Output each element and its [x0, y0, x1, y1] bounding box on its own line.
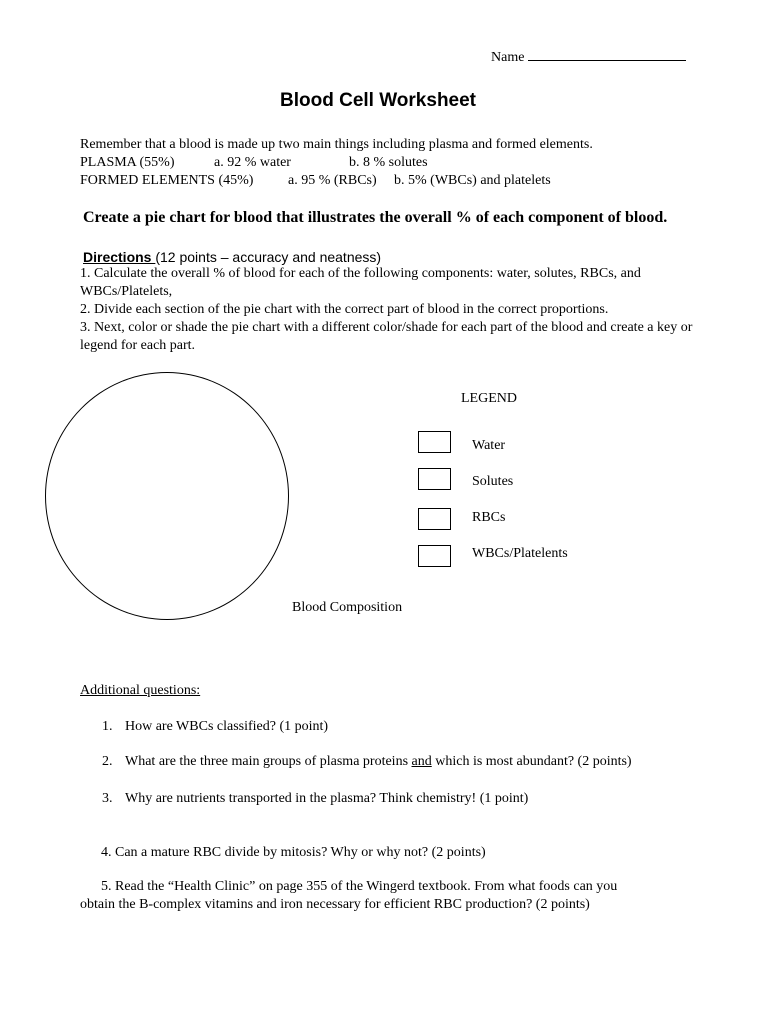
question-1: How are WBCs classified? (1 point) [125, 719, 329, 734]
question-2-and: and [411, 754, 432, 769]
plasma-solutes: b. 8 % solutes [349, 155, 428, 170]
legend-label-wbcs: WBCs/Platelents [472, 546, 568, 561]
question-2-number: 2. [102, 754, 113, 769]
question-2-part-b: which is most abundant? (2 points) [431, 754, 632, 769]
legend-box-solutes[interactable] [418, 468, 451, 490]
questions-heading: Additional questions: [80, 683, 201, 698]
legend-label-rbcs: RBCs [472, 510, 506, 525]
question-2-part-a: What are the three main groups of plasma proteins [125, 754, 412, 769]
question-5-line-1: 5. Read the “Health Clinic” on page 355 of the Wingerd textbook. From what foods can you [101, 879, 618, 894]
question-3-number: 3. [102, 791, 113, 806]
question-2 [125, 753, 632, 771]
pie-caption: Blood Composition [292, 600, 403, 615]
question-4: 4. Can a mature RBC divide by mitosis? Why or why not? (2 points) [101, 845, 486, 860]
plasma-water: a. 92 % water [214, 155, 291, 170]
question-1-number: 1. [102, 719, 113, 734]
name-field[interactable] [491, 47, 686, 67]
directions-heading [83, 248, 381, 266]
intro-line: Remember that a blood is made up two main things including plasma and formed elements. [80, 137, 593, 152]
plasma-label: PLASMA (55%) [80, 155, 175, 170]
formed-rbcs: a. 95 % (RBCs) [288, 173, 377, 188]
task-bold: overall [404, 209, 452, 226]
task-part2: % of each component of blood. [451, 209, 668, 226]
legend-title: LEGEND [461, 391, 517, 406]
directions-label: Directions [83, 249, 156, 265]
legend-box-rbcs[interactable] [418, 508, 451, 530]
pie-chart-blank-circle[interactable] [45, 372, 289, 620]
formed-wbcs: b. 5% (WBCs) and platelets [394, 173, 551, 188]
legend-label-water: Water [472, 438, 506, 453]
directions-points: (12 points – accuracy and neatness) [155, 249, 382, 265]
name-label: Name [491, 50, 525, 65]
task-part1: Create a pie chart for blood that illustrates the [83, 209, 405, 226]
page-title: Blood Cell Worksheet [280, 90, 477, 111]
name-blank[interactable] [528, 47, 686, 61]
legend-box-wbcs[interactable] [418, 545, 451, 567]
legend-box-water[interactable] [418, 431, 451, 453]
direction-step-2: 2. Divide each section of the pie chart with the correct part of blood in the correct proportions. [80, 302, 609, 317]
question-5-line-2: obtain the B-complex vitamins and iron necessary for efficient RBC production? (2 points) [80, 897, 590, 912]
direction-step-3: 3. Next, color or shade the pie chart with a different color/shade for each part of the blood and create a key or legend for each part. [80, 320, 693, 353]
legend-label-solutes: Solutes [472, 474, 514, 489]
direction-step-1: 1. Calculate the overall % of blood for each of the following components: water, solutes, RBCs, and WBCs/Platelets, [80, 266, 641, 299]
formed-label: FORMED ELEMENTS (45%) [80, 173, 254, 188]
question-3: Why are nutrients transported in the plasma? Think chemistry! (1 point) [125, 791, 529, 806]
task-instruction [83, 208, 667, 228]
